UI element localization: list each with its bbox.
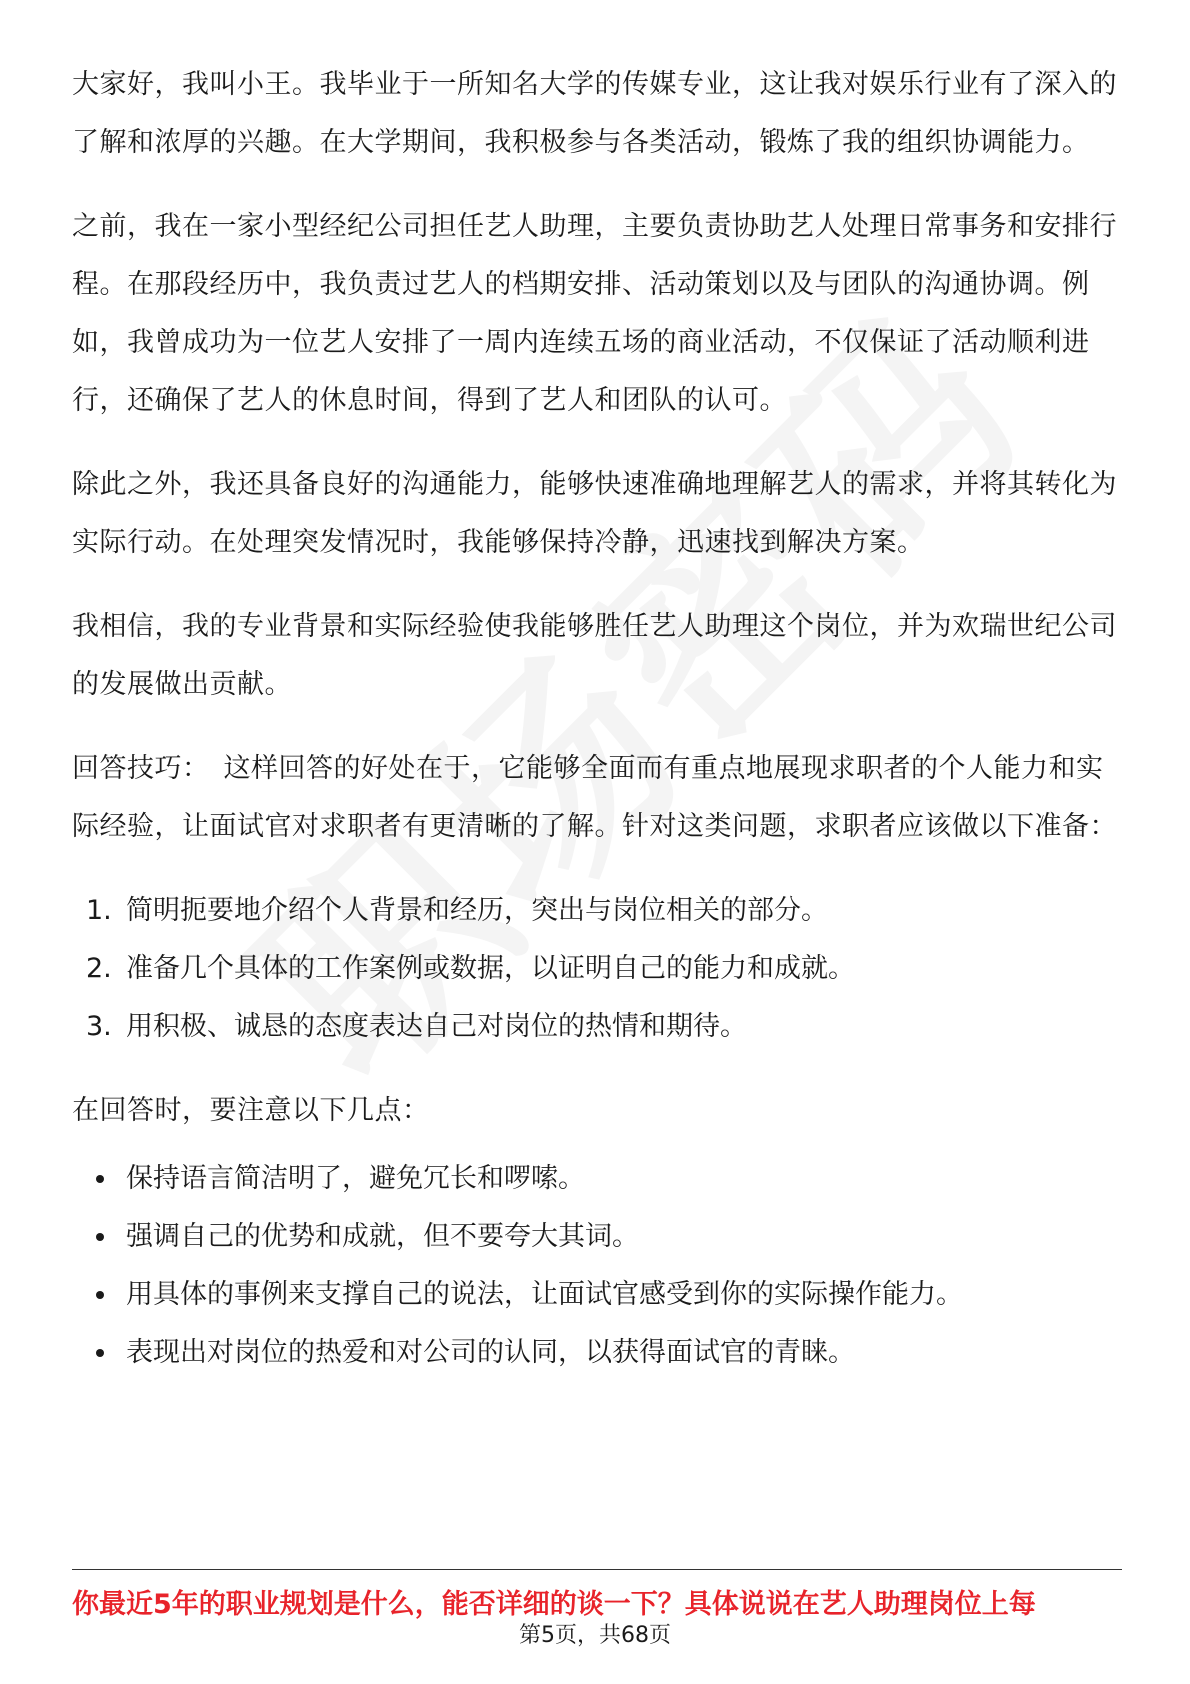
list-item-text: 强调自己的优势和成就，但不要夸大其词。 [126, 1221, 639, 1252]
bullet-icon [96, 1349, 104, 1357]
list-item-text: 保持语言简洁明了，避免冗长和啰嗦。 [126, 1163, 585, 1194]
list-item [72, 1324, 1122, 1382]
list-number: 1. [86, 895, 112, 926]
list-item [72, 940, 1122, 998]
list-item-text: 简明扼要地介绍个人背景和经历，突出与岗位相关的部分。 [126, 895, 828, 926]
list-item [72, 882, 1122, 940]
bullet-icon [96, 1291, 104, 1299]
bullet-icon [96, 1175, 104, 1183]
list-item-text: 用积极、诚恳的态度表达自己对岗位的热情和期待。 [126, 1011, 747, 1042]
section-divider [72, 1569, 1122, 1570]
list-item-text: 表现出对岗位的热爱和对公司的认同，以获得面试官的青睐。 [126, 1337, 855, 1368]
list-item [72, 1208, 1122, 1266]
paragraph-experience: 之前，我在一家小型经纪公司担任艺人助理，主要负责协助艺人处理日常事务和安排行程。在那段经历中，我负责过艺人的档期安排、活动策划以及与团队的沟通协调。例如，我曾成功为一位艺人安排了一周内连续五场的商业活动，不仅保证了活动顺利进行，还确保了艺人的休息时间，得到了艺人和团队的认可。 [72, 211, 1117, 416]
list-number: 3. [86, 1011, 112, 1042]
list-item [72, 1266, 1122, 1324]
paragraph-conclusion: 我相信，我的专业背景和实际经验使我能够胜任艺人助理这个岗位，并为欢瑞世纪公司的发展做出贡献。 [72, 611, 1117, 700]
paragraph-intro: 大家好，我叫小王。我毕业于一所知名大学的传媒专业，这让我对娱乐行业有了深入的了解和浓厚的兴趣。在大学期间，我积极参与各类活动，锻炼了我的组织协调能力。 [72, 69, 1117, 158]
list-number: 2. [86, 953, 112, 984]
answer-tip-text: 这样回答的好处在于，它能够全面而有重点地展现求职者的个人能力和实际经验，让面试官对求职者有更清晰的了解。针对这类问题，求职者应该做以下准备： [72, 753, 1117, 842]
paragraph-skills: 除此之外，我还具备良好的沟通能力，能够快速准确地理解艺人的需求，并将其转化为实际行动。在处理突发情况时，我能够保持冷静，迅速找到解决方案。 [72, 469, 1117, 558]
preparation-steps [72, 882, 1122, 1056]
next-question-heading: 你最近5年的职业规划是什么，能否详细的谈一下？具体说说在艺人助理岗位上每 [72, 1589, 1036, 1620]
bullet-icon [96, 1233, 104, 1241]
answer-tip [72, 740, 1122, 856]
answer-tip-label: 回答技巧： [72, 753, 210, 784]
notes-intro: 在回答时，要注意以下几点： [72, 1095, 430, 1126]
page-number: 第5页，共68页 [519, 1623, 671, 1648]
document-body [72, 56, 1122, 1382]
notes-list [72, 1150, 1122, 1382]
list-item-text: 用具体的事例来支撑自己的说法，让面试官感受到你的实际操作能力。 [126, 1279, 963, 1310]
list-item [72, 998, 1122, 1056]
list-item [72, 1150, 1122, 1208]
list-item-text: 准备几个具体的工作案例或数据，以证明自己的能力和成就。 [126, 953, 855, 984]
